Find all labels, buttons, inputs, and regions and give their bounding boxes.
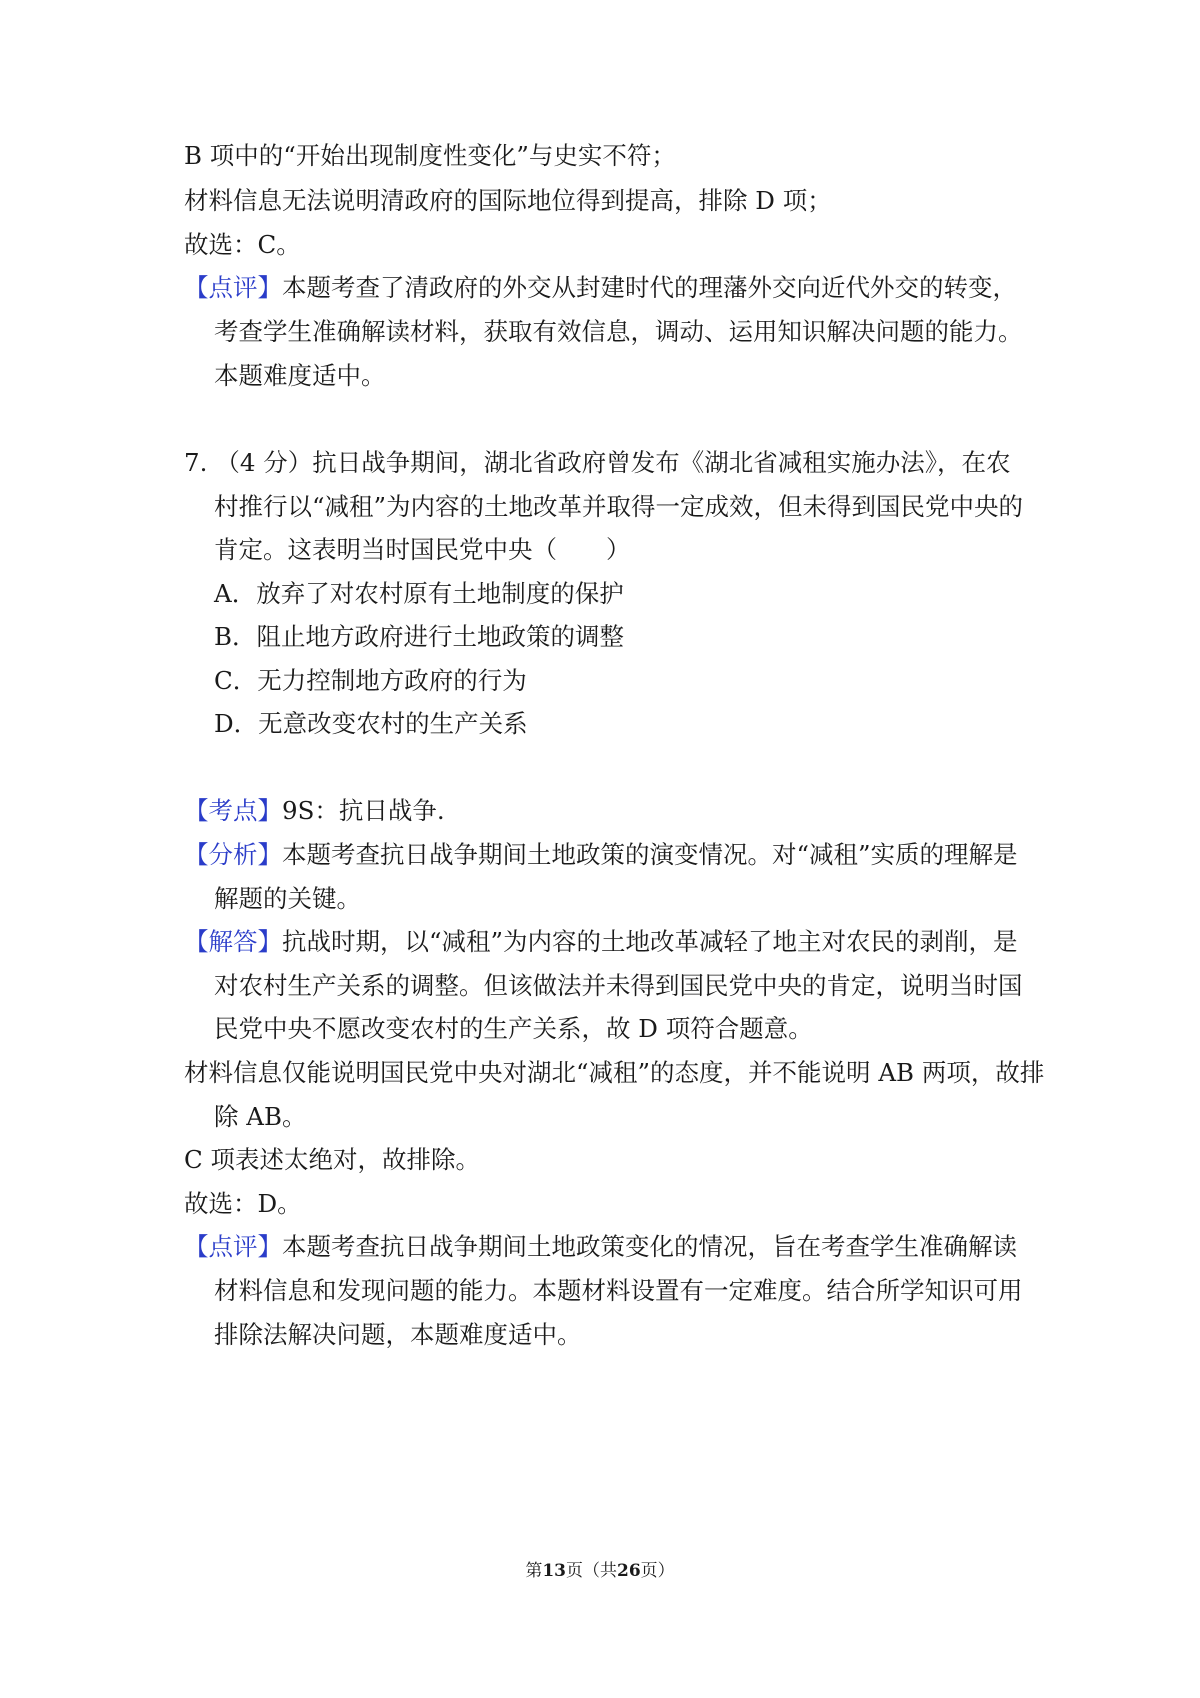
review-text-2: 本题考查抗日战争期间土地政策变化的情况，旨在考查学生准确解读: [282, 1232, 1017, 1261]
fenxi-tag: 【分析】: [184, 840, 282, 869]
option-c: C．无力控制地方政府的行为: [214, 666, 527, 695]
footer-suffix: 页）: [640, 1561, 675, 1581]
kaodian: [184, 796, 445, 826]
footer-prefix: 第: [525, 1561, 543, 1581]
fenxi: [184, 840, 1018, 870]
prev-review: [184, 273, 1017, 303]
review-line-2: 材料信息和发现问题的能力。本题材料设置有一定难度。结合所学知识可用: [214, 1276, 1023, 1305]
review-line-3: 排除法解决问题，本题难度适中。: [214, 1320, 582, 1349]
option-d: D．无意改变农村的生产关系: [214, 709, 528, 738]
option-a: A．放弃了对农村原有土地制度的保护: [214, 579, 624, 608]
answer-line: 故选：D。: [184, 1189, 302, 1218]
question-number: 7.: [184, 448, 208, 477]
prev-line-d: 材料信息无法说明清政府的国际地位得到提高，排除 D 项；: [184, 186, 832, 215]
jieda-tag: 【解答】: [184, 927, 282, 956]
jieda: [184, 927, 1018, 957]
prev-review-line-2: 考查学生准确解读材料，获取有效信息，调动、运用知识解决问题的能力。: [214, 317, 1023, 346]
jieda-text: 抗战时期，以“减租”为内容的土地改革减轻了地主对农民的剥削，是: [282, 927, 1018, 956]
fenxi-text: 本题考查抗日战争期间土地政策的演变情况。对“减租”实质的理解是: [282, 840, 1018, 869]
review: [184, 1232, 1017, 1262]
footer-middle: 页（共: [566, 1561, 617, 1581]
prev-review-line-3: 本题难度适中。: [214, 361, 386, 390]
jieda-line-3: 民党中央不愿改变农村的生产关系，故 D 项符合题意。: [214, 1014, 813, 1043]
kaodian-tag: 【考点】: [184, 796, 282, 825]
extra-line-2: 除 AB。: [214, 1102, 307, 1131]
option-b: B．阻止地方政府进行土地政策的调整: [214, 622, 625, 651]
extra-line-3: C 项表述太绝对，故排除。: [184, 1145, 481, 1174]
review-text: 本题考查了清政府的外交从封建时代的理藩外交向近代外交的转变，: [282, 273, 1017, 302]
kaodian-text: 9S：抗日战争.: [282, 796, 445, 825]
prev-line-b: B 项中的“开始出现制度性变化”与史实不符；: [184, 141, 676, 170]
question-stem: [184, 448, 1011, 478]
footer-page-number: 13: [542, 1561, 566, 1581]
extra-line-1: 材料信息仅能说明国民党中央对湖北“减租”的态度，并不能说明 AB 两项，故排: [184, 1058, 1045, 1087]
question-stem-line-3: 肯定。这表明当时国民党中央（ ）: [214, 535, 631, 564]
review-tag-2: 【点评】: [184, 1232, 282, 1261]
question-stem-line-2: 村推行以“减租”为内容的土地改革并取得一定成效，但未得到国民党中央的: [214, 492, 1024, 521]
footer-total-pages: 26: [617, 1561, 641, 1581]
page-footer: [0, 1560, 1200, 1582]
review-tag: 【点评】: [184, 273, 282, 302]
jieda-line-2: 对农村生产关系的调整。但该做法并未得到国民党中央的肯定，说明当时国: [214, 971, 1023, 1000]
prev-answer: 故选：C。: [184, 230, 301, 259]
fenxi-line-2: 解题的关键。: [214, 884, 361, 913]
question-stem-line-1: （4 分）抗日战争期间，湖北省政府曾发布《湖北省减租实施办法》，在农: [215, 448, 1011, 477]
